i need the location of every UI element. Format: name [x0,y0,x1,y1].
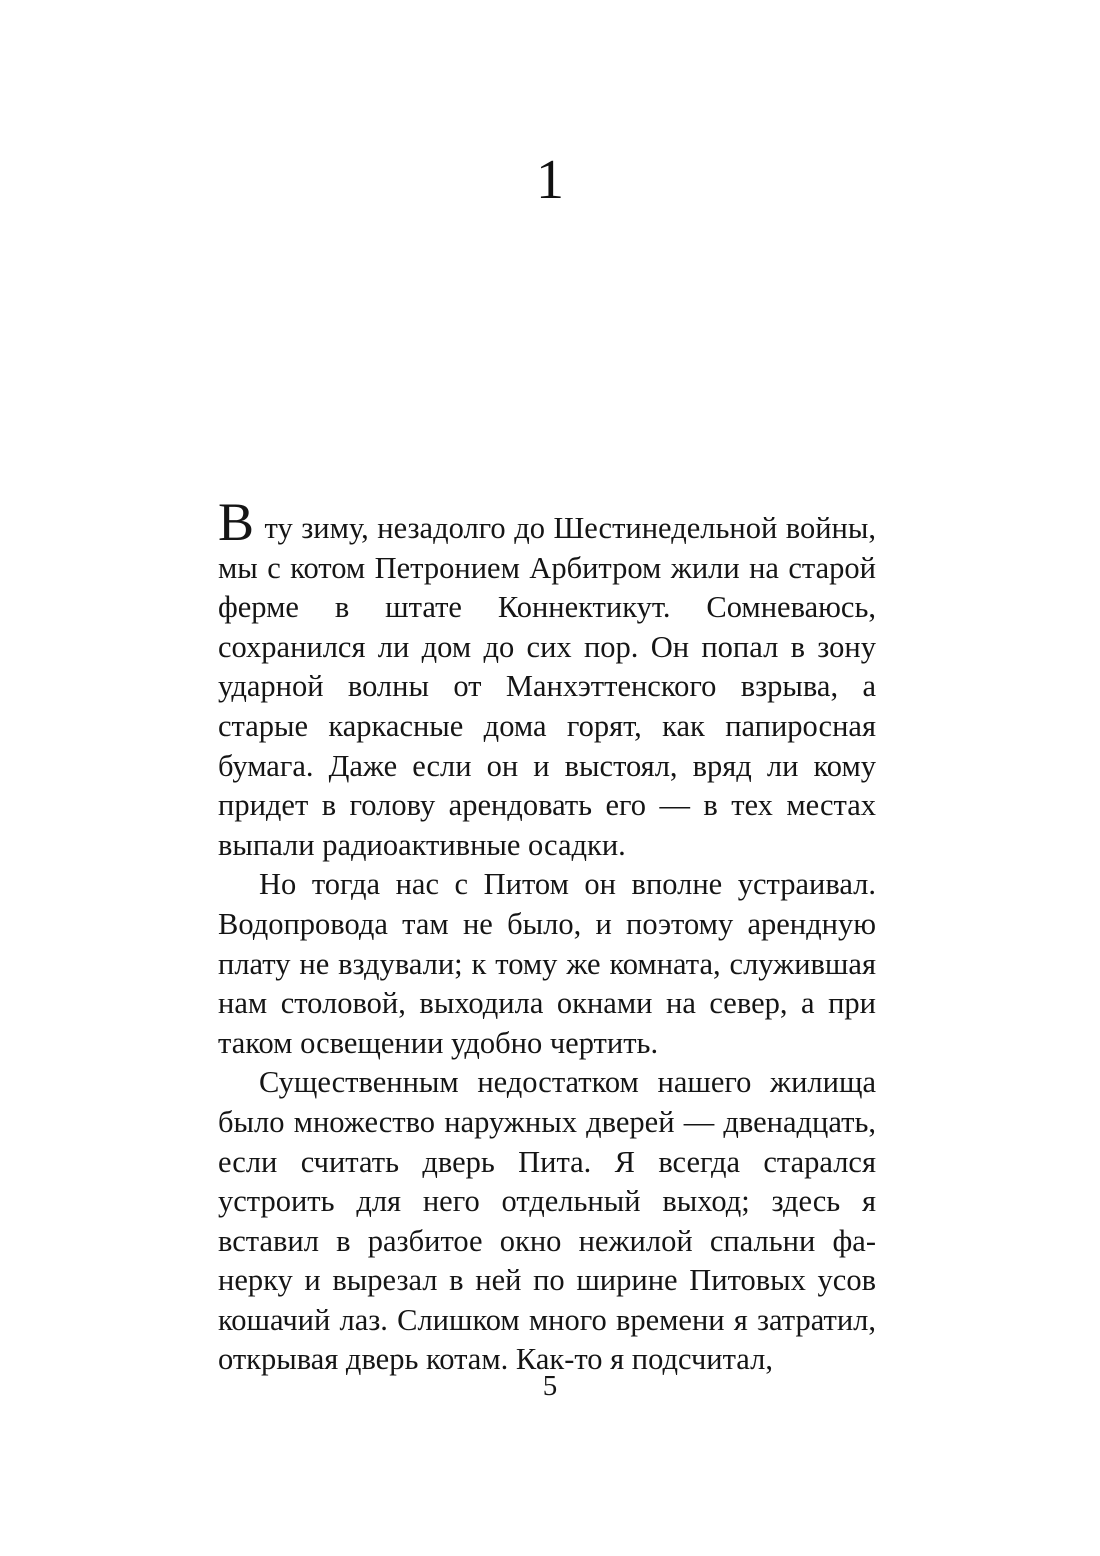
chapter-number: 1 [536,149,564,211]
paragraph-1-text: ту зиму, незадолго до Шестинедельной войны, мы с котом Петронием Арбитром жили на старой ферме в штате Коннектикут. Сомневаюсь, сохранился ли дом до сих пор. Он попал в зону ударной волны от Манхэттенского взрыва, а старые каркасные дома горят, как папиросная бумага. Даже если он и выстоял, вряд ли кому придет в голову арендовать его — в тех местах выпали радиоактивные осадки. [218,511,876,862]
paragraph-3: Существенным недостатком нашего жилища было множество наружных дверей — двенадцать, если считать дверь Пита. Я всегда старался устроить для него отдельный выход; здесь я вставил в разбитое окно нежилой спальни фанерку и вырезал в ней по ширине Питовых усов кошачий лаз. Слишком много времени я затратил, открывая дверь котам. Как-то я подсчитал, [218,1065,876,1377]
page-number: 5 [542,1370,558,1402]
paragraph-1 [218,492,876,865]
drop-cap-initial: В [218,492,255,552]
body-text-block [218,492,876,1380]
paragraph-2: Но тогда нас с Питом он вполне устраивал. Водопровода там не было, и поэтому арендную плату не вздували; к тому же комната, служившая нам столовой, выходила окнами на север, а при таком освещении удобно чертить. [218,867,876,1060]
